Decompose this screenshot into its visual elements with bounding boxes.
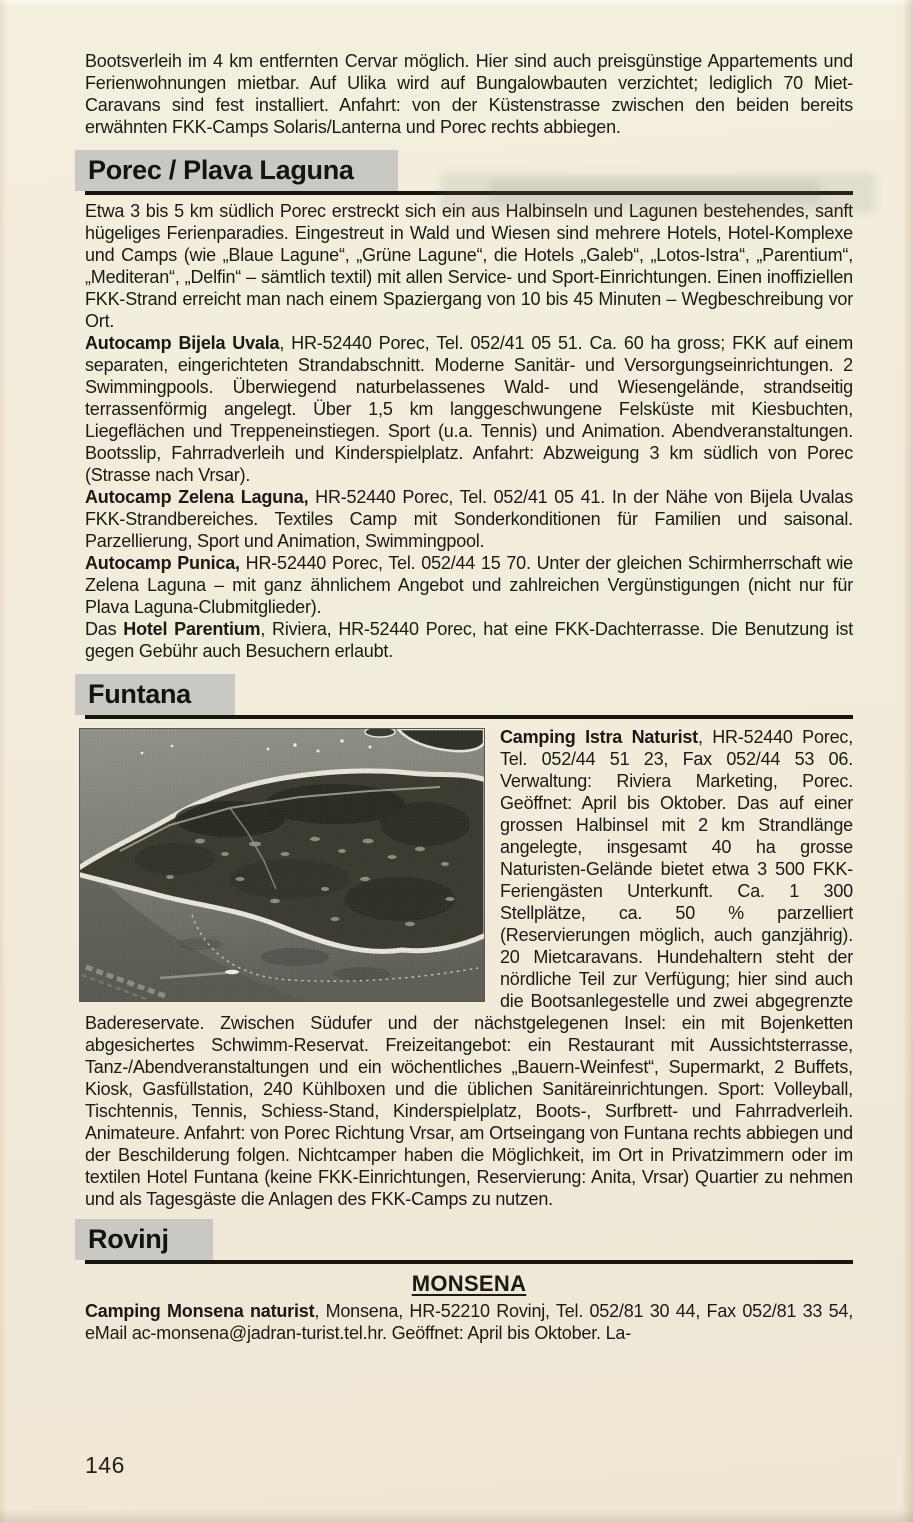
section-heading-label: Porec / Plava Laguna <box>75 150 398 191</box>
section-rovinj <box>85 1219 853 1344</box>
page-number: 146 <box>85 1452 125 1478</box>
photo-grain-overlay <box>80 729 484 1001</box>
scan-edge-right <box>902 0 913 1522</box>
aerial-photo-image <box>80 729 484 1001</box>
subheading-monsena: MONSENA <box>411 1271 527 1296</box>
funtana-media-block <box>85 726 853 1210</box>
paragraph-bijela-uvala: Autocamp Bijela Uvala, HR-52440 Porec, Tel. 052/41 05 51. Ca. 60 ha gross; FKK auf einem separaten, eingerichteten Strandabschnitt. Moderne Sanitär- und Versorgungseinrichtungen. 2 Swimmingpools. Überwiegend naturbelassenes Wald- und Wiesengelände, strandseitig terrassenförmig angelegt. Über 1,5 km langgeschwungene Felsküste mit Kiesbuchten, Liegeflächen und Treppeneinstiegen. Sport (u.a. Tennis) und Animation. Abendveranstaltungen. Bootsslip, Fahrradverleih und Kinderspielplatz. Anfahrt: Abzweigung 3 km südlich von Porec (Strasse nach Vrsar). <box>85 333 853 485</box>
paragraph-hotel-parentium: Das Hotel Parentium, Riviera, HR-52440 Porec, hat eine FKK-Dachterrasse. Die Benutzung ist gegen Gebühr auch Besuchern erlaubt. <box>85 619 853 661</box>
section-heading-label: Rovinj <box>75 1219 213 1260</box>
paragraph-intro: Bootsverleih im 4 km entfernten Cervar möglich. Hier sind auch preisgünstige Appartements und Ferienwohnungen mietbar. Auf Ulika wird auf Bungalowbauten verzichtet; lediglich 70 Miet-Caravans sind fest installiert. Anfahrt: von der Küstenstrasse zwischen den beiden bereits erwähnten FKK-Camps Solaris/Lanterna und Porec rechts abbiegen. <box>85 51 853 137</box>
section-funtana <box>85 674 853 1210</box>
paragraph-monsena: Camping Monsena naturist, Monsena, HR-52210 Rovinj, Tel. 052/81 30 44, Fax 052/81 33 54, eMail ac-monsena@jadran-turist.tel.hr. Geöffnet: April bis Oktober. La- <box>85 1301 853 1343</box>
section-heading-porec <box>85 150 853 195</box>
paragraph-punica: Autocamp Punica, HR-52440 Porec, Tel. 052/44 15 70. Unter der gleichen Schirmherrschaft wie Zelena Laguna – mit ganz ähnlichem Angebot und zahlreichen Vergünstigungen (nicht nur für Plava Laguna-Clubmitglieder). <box>85 553 853 617</box>
aerial-photo <box>79 728 485 1002</box>
section-heading-funtana <box>85 674 853 719</box>
section-heading-rovinj <box>85 1219 853 1264</box>
section-porec <box>85 150 853 662</box>
scan-edge-bottom <box>0 1509 913 1522</box>
scan-edge-top <box>0 0 913 6</box>
scan-edge-left <box>0 0 7 1522</box>
section-heading-label: Funtana <box>75 674 235 715</box>
paragraph-porec-overview: Etwa 3 bis 5 km südlich Porec erstreckt sich ein aus Halbinseln und Lagunen bestehendes, sanft hügeliges Ferienparadies. Eingestreut in Wald und Wiesen sind mehrere Hotels, Hotel-Komplexe und Camps (wie „Blaue Lagune“, „Grüne Lagune“, die Hotels „Galeb“, „Lotos-Istra“, „Parentium“, „Mediteran“, „Delfin“ – sämtlich textil) mit allen Service- und Sport-Einrichtungen. Einen inoffiziellen FKK-Strand erreicht man nach einem Spaziergang von 10 bis 45 Minuten – Wegbeschreibung vor Ort. <box>85 201 853 331</box>
paragraph-istra-naturist: Camping Istra Naturist, HR-52440 Porec, Tel. 052/44 51 23, Fax 052/44 53 06. Verwaltung: Riviera Marketing, Porec. Geöffnet: April bis Oktober. Das auf einer grossen Halbinsel mit 2 km Strandlänge angelegte, insgesamt 40 ha grosse Naturisten-Gelände bietet etwa 3 500 FKK-Feriengästen Unterkunft. Ca. 1 300 Stellplätze, ca. 50 % parzelliert (Reservierungen möglich, auch ganzjährig). 20 Mietcaravans. Hundehaltern steht der nördliche Teil zur Verfügung; hier sind auch die Bootsanlegestelle und zwei abgegrenzte Badereservate. Zwischen Südufer und der nächstgelegenen Insel: ein mit Bojenketten abgesichertes Schwimm-Reservat. Freizeitangebot: ein Restaurant mit Aussichtsterrasse, Tanz-/Abendveranstaltungen und ein wöchentliches „Bauern-Weinfest“, Supermarkt, 2 Buffets, Kiosk, Gasfüllstation, 240 Kühlboxen und die üblichen Sanitäreinrichtungen. Sport: Volleyball, Tischtennis, Tennis, Schiess-Stand, Kinderspielplatz, Boots-, Surfbrett- und Fahrradverleih. Animateure. Anfahrt: von Porec Richtung Vrsar, am Ortseingang von Funtana rechts abbiegen und der Beschilderung folgen. Nichtcamper haben die Möglichkeit, im Ort in Privatzimmern oder im textilen Hotel Funtana (keine FKK-Einrichtungen, Reservierung: Anita, Vrsar) Quartier zu nehmen und als Tagesgäste die Anlagen des FKK-Camps zu nutzen. <box>85 727 853 1209</box>
paragraph-zelena-laguna: Autocamp Zelena Laguna, HR-52440 Porec, Tel. 052/41 05 41. In der Nähe von Bijela Uvalas FKK-Strandbereiches. Textiles Camp mit Sonderkonditionen für Familien und saisonal. Parzellierung, Sport und Animation, Swimmingpool. <box>85 487 853 551</box>
